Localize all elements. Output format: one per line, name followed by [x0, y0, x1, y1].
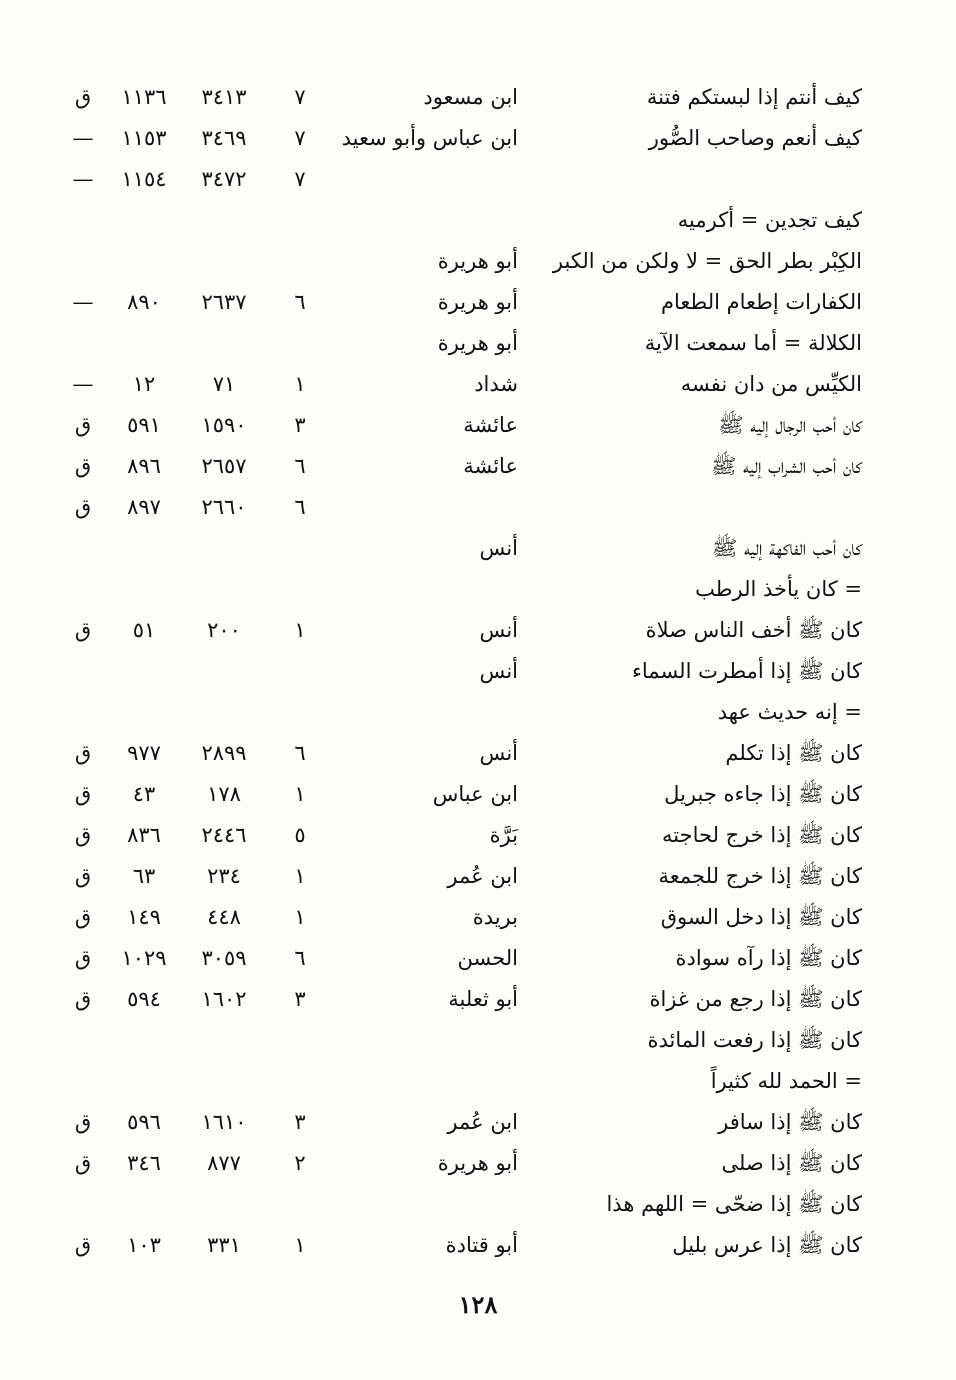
narrator: ابن مسعود	[423, 85, 518, 109]
table-row	[0, 200, 956, 240]
table-row	[0, 897, 956, 937]
source-mark: —	[72, 372, 94, 396]
number-1: ٣٤٦٩	[201, 126, 247, 150]
table-row	[0, 364, 956, 404]
hadith-text: كان ﷺ إذا رفعت المائدة	[647, 1028, 862, 1052]
volume: ٧	[294, 126, 306, 150]
volume: ٦	[294, 290, 306, 314]
volume: ٦	[294, 454, 306, 478]
hadith-text: الكلالة = أما سمعت الآية	[644, 331, 862, 355]
source-mark: ق	[74, 85, 92, 109]
table-row	[0, 241, 956, 281]
volume: ١	[294, 782, 306, 806]
narrator: أبو ثعلبة	[448, 987, 518, 1011]
number-1: ٢٦٦٠	[201, 495, 247, 519]
number-1: ٢٤٤٦	[201, 823, 247, 847]
narrator: أبو قتادة	[445, 1233, 518, 1257]
hadith-text: الكيِّس من دان نفسه	[680, 372, 862, 396]
table-row	[0, 692, 956, 732]
hadith-text: = إنه حديث عهد	[717, 700, 862, 724]
table-row	[0, 1061, 956, 1101]
number-2: ٨٣٦	[127, 823, 161, 847]
table-row	[0, 938, 956, 978]
number-2: ١٤٩	[127, 905, 161, 929]
narrator: أنس	[479, 536, 518, 560]
number-2: ٣٤٦	[127, 1151, 161, 1175]
number-1: ٧١	[212, 372, 236, 396]
volume: ١	[294, 905, 306, 929]
narrator: بريدة	[472, 905, 518, 929]
hadith-text: كيف أنعم وصاحب الصُّور	[648, 126, 862, 150]
hadith-text: الكِبْر بطر الحق = لا ولكن من الكبر	[552, 249, 862, 273]
number-2: ٨٩٧	[127, 495, 161, 519]
table-row	[0, 979, 956, 1019]
number-2: ١٠٢٩	[121, 946, 167, 970]
number-1: ٢٨٩٩	[201, 741, 247, 765]
number-1: ١٥٩٠	[201, 413, 247, 437]
hadith-text: كان ﷺ إذا تكلم	[725, 741, 862, 765]
hadith-text: الكفارات إطعام الطعام	[660, 290, 862, 314]
volume: ٦	[294, 946, 306, 970]
source-mark: ق	[74, 987, 92, 1011]
source-mark: ق	[74, 741, 92, 765]
table-row	[0, 815, 956, 855]
number-1: ٢٣٤	[207, 864, 241, 888]
number-2: ١٢	[132, 372, 156, 396]
number-1: ٣٠٥٩	[201, 946, 247, 970]
table-row	[0, 487, 956, 527]
narrator: أنس	[479, 618, 518, 642]
table-row	[0, 610, 956, 650]
narrator: عائشة	[463, 454, 518, 478]
volume: ٧	[294, 167, 306, 191]
number-2: ٥٩٦	[127, 1110, 161, 1134]
hadith-text: كان ﷺ إذا خرج للجمعة	[658, 864, 862, 888]
number-2: ٥٩٤	[127, 987, 161, 1011]
number-2: ٨٩٦	[127, 454, 161, 478]
table-row	[0, 405, 956, 445]
narrator: أبو هريرة	[437, 1151, 518, 1175]
table-row	[0, 1184, 956, 1224]
volume: ١	[294, 864, 306, 888]
source-mark: ق	[74, 1110, 92, 1134]
volume: ٦	[294, 741, 306, 765]
number-1: ١٧٨	[207, 782, 241, 806]
narrator: بَرَّة	[489, 823, 518, 847]
volume: ٢	[294, 1151, 306, 1175]
source-mark: —	[72, 167, 94, 191]
source-mark: ق	[74, 864, 92, 888]
table-row	[0, 159, 956, 199]
number-1: ٤٤٨	[207, 905, 241, 929]
hadith-text: = كان يأخذ الرطب	[695, 577, 862, 601]
hadith-text: كان ﷺ إذا خرج لحاجته	[662, 823, 862, 847]
number-2: ٥٩١	[127, 413, 161, 437]
hadith-text: = الحمد لله كثيراً	[710, 1069, 862, 1093]
volume: ٥	[294, 823, 306, 847]
number-1: ٢٦٥٧	[201, 454, 247, 478]
number-2: ٦٣	[132, 864, 156, 888]
narrator: ابن عُمر	[447, 1110, 518, 1134]
page-number: ١٢٨	[458, 1290, 498, 1319]
source-mark: ق	[74, 1151, 92, 1175]
volume: ١	[294, 1233, 306, 1257]
hadith-text: كان أحب الرجال إليه ﷺ	[718, 413, 862, 437]
table-row	[0, 1225, 956, 1265]
table-row	[0, 323, 956, 363]
number-2: ١٠٣	[127, 1233, 161, 1257]
hadith-text: كيف أنتم إذا لبستكم فتنة	[646, 85, 862, 109]
number-1: ٢٠٠	[207, 618, 241, 642]
source-mark: ق	[74, 618, 92, 642]
source-mark: —	[72, 290, 94, 314]
narrator: ابن عُمر	[447, 864, 518, 888]
hadith-text: كيف تجدين = أكرميه	[677, 208, 862, 232]
source-mark: ق	[74, 1233, 92, 1257]
table-row	[0, 1102, 956, 1142]
source-mark: ق	[74, 413, 92, 437]
number-1: ٣٤٧٢	[201, 167, 247, 191]
number-2: ٤٣	[132, 782, 156, 806]
number-1: ٣٤١٣	[201, 85, 247, 109]
table-row	[0, 856, 956, 896]
narrator: أبو هريرة	[437, 331, 518, 355]
source-mark: ق	[74, 454, 92, 478]
hadith-text: كان ﷺ إذا جاءه جبريل	[664, 782, 862, 806]
source-mark: ق	[74, 905, 92, 929]
volume: ٣	[294, 413, 306, 437]
volume: ٦	[294, 495, 306, 519]
source-mark: —	[72, 126, 94, 150]
table-row	[0, 774, 956, 814]
volume: ١	[294, 372, 306, 396]
number-1: ٢٦٣٧	[201, 290, 247, 314]
table-row	[0, 282, 956, 322]
number-2: ٩٧٧	[127, 741, 161, 765]
volume: ٣	[294, 987, 306, 1011]
volume: ٧	[294, 85, 306, 109]
hadith-text: كان ﷺ إذا رجع من غزاة	[649, 987, 862, 1011]
hadith-text: كان ﷺ إذا صلى	[721, 1151, 862, 1175]
narrator: شداد	[474, 372, 518, 396]
narrator: أنس	[479, 659, 518, 683]
number-2: ٥١	[132, 618, 156, 642]
narrator: ابن عباس	[432, 782, 518, 806]
number-2: ١١٥٤	[121, 167, 167, 191]
hadith-text: كان ﷺ إذا عرس بليل	[672, 1233, 862, 1257]
number-1: ١٦١٠	[201, 1110, 247, 1134]
narrator: ابن عباس وأبو سعيد	[341, 126, 518, 150]
table-row	[0, 77, 956, 117]
table-row	[0, 651, 956, 691]
hadith-text: كان ﷺ إذا دخل السوق	[660, 905, 862, 929]
table-row	[0, 528, 956, 568]
table-row	[0, 1143, 956, 1183]
narrator: عائشة	[463, 413, 518, 437]
narrator: أبو هريرة	[437, 290, 518, 314]
number-1: ١٦٠٢	[201, 987, 247, 1011]
volume: ٣	[294, 1110, 306, 1134]
narrator: الحسن	[457, 946, 518, 970]
volume: ١	[294, 618, 306, 642]
number-2: ٨٩٠	[127, 290, 161, 314]
table-row	[0, 569, 956, 609]
table-row	[0, 733, 956, 773]
number-1: ٣٣١	[207, 1233, 241, 1257]
table-row	[0, 1020, 956, 1060]
number-1: ٨٧٧	[207, 1151, 241, 1175]
hadith-text: كان أحب الفاكهة إليه ﷺ	[712, 536, 862, 560]
hadith-text: كان أحب الشراب إليه ﷺ	[711, 454, 862, 478]
narrator: أنس	[479, 741, 518, 765]
table-row	[0, 446, 956, 486]
number-2: ١١٣٦	[121, 85, 167, 109]
source-mark: ق	[74, 782, 92, 806]
source-mark: ق	[74, 946, 92, 970]
table-row	[0, 118, 956, 158]
source-mark: ق	[74, 495, 92, 519]
hadith-text: كان ﷺ أخف الناس صلاة	[645, 618, 862, 642]
hadith-text: كان ﷺ إذا رآه سوادة	[675, 946, 862, 970]
narrator: أبو هريرة	[437, 249, 518, 273]
hadith-text: كان ﷺ إذا سافر	[718, 1110, 862, 1134]
hadith-text: كان ﷺ إذا ضحّى = اللهم هذا	[606, 1192, 862, 1216]
hadith-text: كان ﷺ إذا أمطرت السماء	[632, 659, 862, 683]
number-2: ١١٥٣	[121, 126, 167, 150]
source-mark: ق	[74, 823, 92, 847]
